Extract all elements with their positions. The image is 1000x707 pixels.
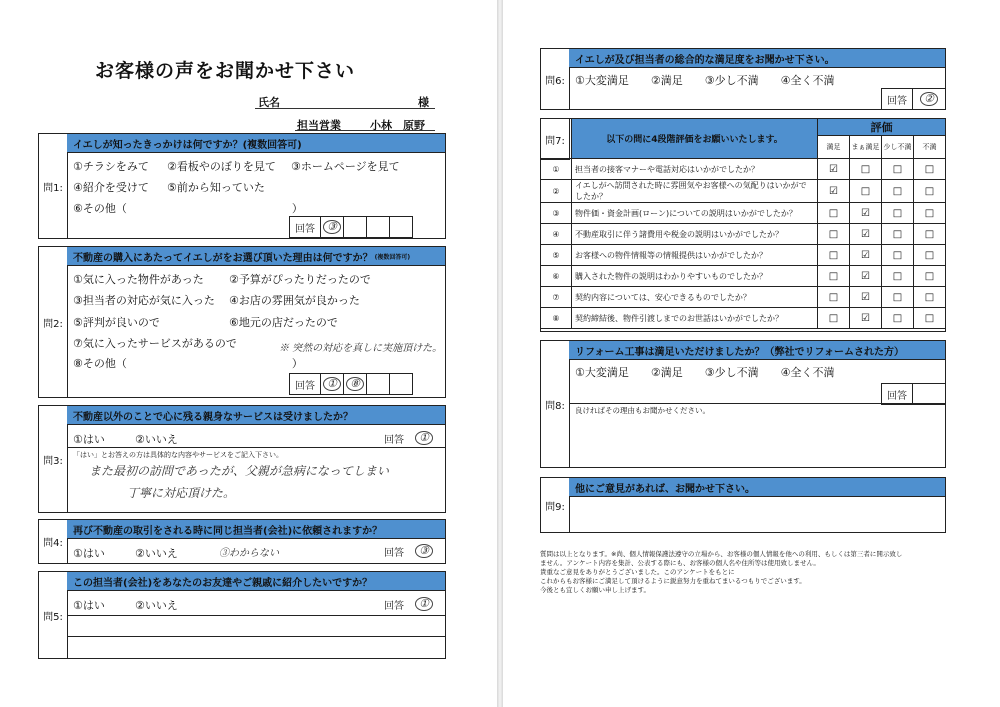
q7-row-text: 担当者の接客マナーや電話対応はいかがでしたか？ xyxy=(572,159,818,180)
q2-answer-label: 回答 xyxy=(290,374,321,394)
q1-answer-4 xyxy=(390,217,412,237)
q6-answer: ② xyxy=(913,89,945,109)
left-page xyxy=(0,0,497,707)
q3-option-2: ②いいえ xyxy=(135,433,178,446)
q8-answer-label: 回答 xyxy=(882,384,913,404)
staff-label: 担当営業 xyxy=(297,119,341,132)
q7-checkbox[interactable]: □ xyxy=(882,203,914,224)
q7-row xyxy=(541,203,946,224)
q7-checkbox[interactable]: ☑ xyxy=(850,224,882,245)
q2-option-8: ⑧その他（ ） xyxy=(73,357,303,370)
q1-answer-box xyxy=(289,216,413,238)
q5-line-2 xyxy=(67,636,445,637)
footer-line-5: 今後とも宜しくお願い申し上げます。 xyxy=(540,586,650,594)
q7-row-text: 購入された物件の説明はわかりやすいものでしたか？ xyxy=(572,266,818,287)
q7-col-1: 満足 xyxy=(818,136,850,159)
q8-answer xyxy=(913,384,945,404)
q7-checkbox[interactable]: □ xyxy=(818,266,850,287)
q7-row xyxy=(541,245,946,266)
q1-answer-label: 回答 xyxy=(290,217,321,237)
q1-option-4: ④紹介を受けて xyxy=(73,181,149,194)
q7-row xyxy=(541,287,946,308)
q5-answer-label: 回答 xyxy=(384,600,404,612)
q8-question: リフォーム工事は満足いただけましたか？（弊社でリフォームされた方） xyxy=(569,341,945,360)
q4-answer-box xyxy=(379,541,439,561)
q2-section xyxy=(38,246,446,398)
q9-question: 他にご意見があれば、お聞かせ下さい。 xyxy=(569,478,945,497)
q7-checkbox[interactable]: □ xyxy=(818,203,850,224)
footer-line-1: 質問は以上となります。※尚、個人情報保護法遵守の立場から、お客様の個人情報を他への利用、もしくは第三者に開示致し xyxy=(540,550,903,558)
q6-number: 問6: xyxy=(541,49,570,109)
q4-answer: ③ xyxy=(409,541,439,561)
footer-line-2: ません。アンケート内容を集計、公表する際にも、お客様の個人名や住所等は使用致しません。 xyxy=(540,559,820,567)
q7-checkbox[interactable]: □ xyxy=(914,287,946,308)
right-page xyxy=(503,0,1000,707)
q5-question: この担当者(会社)をあなたのお友達やご親戚に紹介したいですか？ xyxy=(67,572,445,591)
q1-option-6: ⑥その他（ ） xyxy=(73,202,303,215)
q5-option-2: ②いいえ xyxy=(135,599,178,612)
q7-row-number: ⑧ xyxy=(541,308,572,329)
q7-checkbox[interactable]: □ xyxy=(882,224,914,245)
q8-section xyxy=(540,340,946,468)
q7-row-number: ④ xyxy=(541,224,572,245)
q7-row-number: ⑥ xyxy=(541,266,572,287)
q7-row-number: ② xyxy=(541,180,572,203)
q5-number: 問5: xyxy=(39,572,68,658)
q7-checkbox[interactable]: □ xyxy=(882,245,914,266)
q7-checkbox[interactable]: ☑ xyxy=(818,159,850,180)
q3-section xyxy=(38,405,446,513)
q6-options: ①大変満足 ②満足 ③少し不満 ④全く不満 xyxy=(575,74,835,87)
q7-row-text: 契約内容については、安心できるものでしたか？ xyxy=(572,287,818,308)
q7-row xyxy=(541,266,946,287)
q8-reason: 良ければその理由もお聞かせください。 xyxy=(575,406,710,415)
q1-option-2: ②看板やのぼりを見て xyxy=(167,160,276,173)
q1-option-1: ①チラシをみて xyxy=(73,160,149,173)
q7-checkbox[interactable]: □ xyxy=(914,245,946,266)
q1-answer-2 xyxy=(344,217,367,237)
q2-option-3: ③担当者の対応が気に入った xyxy=(73,294,215,307)
staff-underline xyxy=(295,130,435,131)
q7-question: 以下の問に4段階評価をお願いいたします。 xyxy=(572,119,818,159)
q2-number: 問2: xyxy=(39,247,68,397)
q7-checkbox[interactable]: □ xyxy=(882,180,914,203)
q2-option-6: ⑥地元の店だったので xyxy=(229,316,338,329)
q1-answer-1: ③ xyxy=(321,217,344,237)
q7-checkbox[interactable]: □ xyxy=(882,287,914,308)
q7-checkbox[interactable]: □ xyxy=(818,245,850,266)
q7-checkbox[interactable]: □ xyxy=(818,287,850,308)
name-suffix: 様 xyxy=(418,96,429,109)
q7-checkbox[interactable]: □ xyxy=(914,224,946,245)
footer-line-4: これからもお客様にご満足して頂けるように鋭意努力を重ねてまいるつもりでございます。 xyxy=(540,577,806,585)
q2-answer-box xyxy=(289,373,413,395)
q3-handwriting-2: 丁寧に対応頂けた。 xyxy=(127,486,236,500)
q7-row xyxy=(541,224,946,245)
q7-checkbox[interactable]: □ xyxy=(882,266,914,287)
footer-notice xyxy=(540,550,950,595)
q6-section xyxy=(540,48,946,110)
q3-answer-box xyxy=(379,428,439,448)
q2-handwriting: ※ 突然の対応を真しに実施頂けた。 xyxy=(279,343,443,354)
q3-answer: ① xyxy=(409,428,439,448)
q7-checkbox[interactable]: □ xyxy=(914,159,946,180)
q1-question: イエしが知ったきっかけは何ですか？(複数回答可) xyxy=(67,134,445,153)
q4-option-1: ①はい xyxy=(73,547,105,560)
q5-option-1: ①はい xyxy=(73,599,105,612)
q9-number: 問9: xyxy=(541,478,570,532)
q7-row xyxy=(541,180,946,203)
q4-section xyxy=(38,519,446,564)
q7-checkbox[interactable]: ☑ xyxy=(850,308,882,329)
name-label: 氏名 xyxy=(258,96,280,109)
q2-answer-1: ① xyxy=(321,374,344,394)
q1-option-3: ③ホームページを見て xyxy=(291,160,400,173)
q7-eval-header: 評価 xyxy=(818,119,946,136)
q7-row-number: ⑤ xyxy=(541,245,572,266)
q8-number: 問8: xyxy=(541,341,570,467)
q5-answer-box xyxy=(379,594,439,614)
q4-question: 再び不動産の取引をされる時に同じ担当者(会社)に依頼されますか？ xyxy=(67,520,445,539)
q7-checkbox[interactable]: □ xyxy=(818,308,850,329)
q7-checkbox[interactable]: □ xyxy=(850,159,882,180)
staff-name: 小林 原野 xyxy=(370,119,425,132)
q1-section xyxy=(38,133,446,239)
q7-number: 問7: xyxy=(541,119,570,160)
q8-answer-box xyxy=(881,383,945,405)
q7-checkbox[interactable]: □ xyxy=(850,180,882,203)
q5-answer: ① xyxy=(409,594,439,614)
q7-row-number: ③ xyxy=(541,203,572,224)
footer-line-3: 貴重なご意見をありがとうございました。このアンケートをもとに xyxy=(540,568,735,576)
q7-row xyxy=(541,308,946,329)
page-title: お客様の声をお聞かせ下さい xyxy=(95,60,356,82)
q2-answer-2: ⑧ xyxy=(344,374,367,394)
q2-question: 不動産の購入にあたってイエしがをお選び頂いた理由は何ですか？ xyxy=(73,252,373,264)
q7-checkbox[interactable]: □ xyxy=(914,266,946,287)
q6-answer-box xyxy=(881,88,945,109)
q2-question-bar xyxy=(67,247,445,266)
q3-option-1: ①はい xyxy=(73,433,105,446)
q4-option-2: ②いいえ xyxy=(135,547,178,560)
q7-col-3: 少し不満 xyxy=(882,136,914,159)
q7-row-text: 不動産取引に伴う諸費用や税金の説明はいかがでしたか？ xyxy=(572,224,818,245)
q4-number: 問4: xyxy=(39,520,68,563)
q7-checkbox[interactable]: ☑ xyxy=(850,287,882,308)
q7-checkbox[interactable]: □ xyxy=(818,224,850,245)
q5-section xyxy=(38,571,446,659)
q7-row-text: 契約締結後、物件引渡しまでのお世話はいかがでしたか？ xyxy=(572,308,818,329)
q7-checkbox[interactable]: ☑ xyxy=(850,266,882,287)
q7-col-4: 不満 xyxy=(914,136,946,159)
q2-option-7: ⑦気に入ったサービスがあるので xyxy=(73,337,237,350)
q3-note: 「はい」とお答えの方は具体的な内容やサービスをご記入下さい。 xyxy=(73,451,283,459)
q7-row-text: 物件価・資金計画(ローン)についての説明はいかがでしたか？ xyxy=(572,203,818,224)
q7-row-number: ⑦ xyxy=(541,287,572,308)
q9-section xyxy=(540,477,946,533)
q7-checkbox[interactable]: ☑ xyxy=(850,245,882,266)
q3-divider xyxy=(67,447,445,448)
q2-question-note: (複数回答可) xyxy=(374,253,411,261)
q4-handwriting: ③わからない xyxy=(219,548,279,559)
q3-question: 不動産以外のことで心に残る親身なサービスは受けましたか？ xyxy=(67,406,445,425)
q5-line-1 xyxy=(67,615,445,616)
q3-handwriting-1: また最初の訪問であったが、父親が急病になってしまい xyxy=(89,464,389,478)
q7-col-2: まぁ満足 xyxy=(850,136,882,159)
q6-answer-label: 回答 xyxy=(882,89,913,109)
q7-number-cell xyxy=(541,119,572,159)
q2-option-2: ②予算がぴったりだったので xyxy=(229,273,371,286)
q7-row-text: イエしがへ訪問された時に雰囲気やお客様への気配りはいかがでしたか？ xyxy=(572,180,818,203)
q6-question: イエしが及び担当者の総合的な満足度をお聞かせ下さい。 xyxy=(569,49,945,68)
q1-number: 問1: xyxy=(39,134,68,238)
q3-number: 問3: xyxy=(39,406,68,512)
q7-table xyxy=(540,118,946,329)
q2-answer-4 xyxy=(390,374,412,394)
q3-answer-label: 回答 xyxy=(384,434,404,446)
q7-checkbox[interactable]: ☑ xyxy=(818,180,850,203)
q7-row-text: お客様への物件情報等の情報提供はいかがでしたか？ xyxy=(572,245,818,266)
q8-options: ①大変満足 ②満足 ③少し不満 ④全く不満 xyxy=(575,366,835,379)
q7-checkbox[interactable]: □ xyxy=(914,308,946,329)
q2-option-1: ①気に入った物件があった xyxy=(73,273,204,286)
name-underline xyxy=(255,108,435,109)
q7-row xyxy=(541,159,946,180)
q2-option-5: ⑤評判が良いので xyxy=(73,316,160,329)
q7-checkbox[interactable]: □ xyxy=(914,203,946,224)
q7-checkbox[interactable]: □ xyxy=(882,159,914,180)
q7-checkbox[interactable]: ☑ xyxy=(850,203,882,224)
q7-checkbox[interactable]: □ xyxy=(914,180,946,203)
q7-row-number: ① xyxy=(541,159,572,180)
q7-checkbox[interactable]: □ xyxy=(882,308,914,329)
q4-answer-label: 回答 xyxy=(384,547,404,559)
q1-answer-3 xyxy=(367,217,390,237)
q1-option-5: ⑤前から知っていた xyxy=(167,181,265,194)
q8-divider xyxy=(569,403,945,404)
q2-answer-3 xyxy=(367,374,390,394)
q2-option-4: ④お店の雰囲気が良かった xyxy=(229,294,360,307)
